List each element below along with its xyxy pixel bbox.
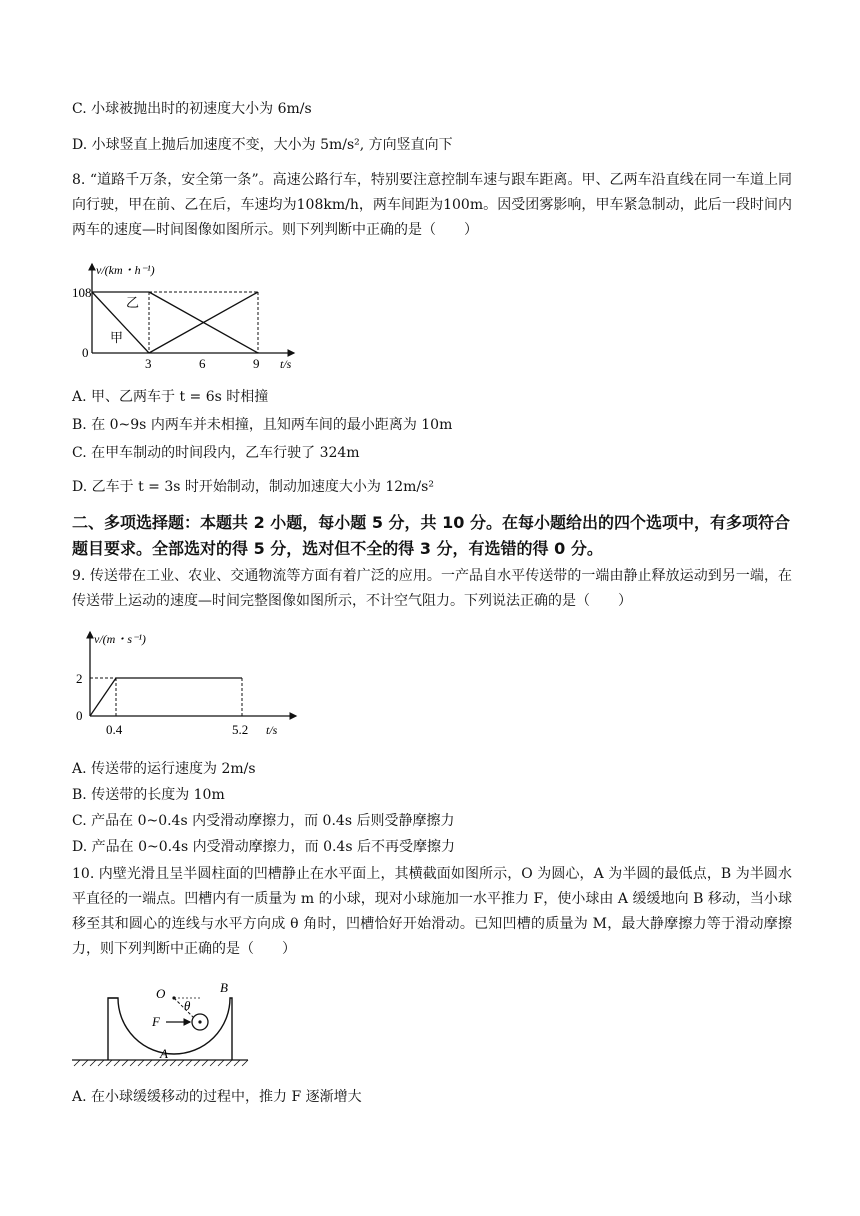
q9-option-d: D. 产品在 0~0.4s 内受滑动摩擦力，而 0.4s 后不再受摩擦力 [72,839,455,855]
q8-origin: 0 [82,345,89,360]
q8-x-tick-6: 6 [199,356,206,371]
q8-label-yi: 乙 [126,295,140,310]
q9-option-b: B. 传送带的长度为 10m [72,787,225,803]
q8-x-tick-9: 9 [253,356,260,371]
q8-option-b: B. 在 0~9s 内两车并未相撞，且知两车间的最小距离为 10m [72,417,453,433]
q9-x-label: t/s [266,723,278,737]
q9-origin: 0 [76,708,83,723]
q9-figure [72,626,312,744]
q10-figure [72,974,252,1074]
q8-y-tick-108: 108 [72,285,92,300]
q9-y-label: v/(m・s⁻¹) [94,632,146,646]
q9-accel-line [90,678,116,716]
q9-x-tick-0-4: 0.4 [106,722,123,737]
q8-option-a: A. 甲、乙两车于 t = 6s 时相撞 [72,389,269,405]
q9-y-tick-2: 2 [76,671,83,686]
q7-option-d: D. 小球竖直上抛后加速度不变，大小为 5m/s², 方向竖直向下 [72,137,453,153]
q7-option-c: C. 小球被抛出时的初速度大小为 6m/s [72,101,312,117]
q10-label-f: F [152,1014,160,1029]
q10-stem: 10. 内壁光滑且呈半圆柱面的凹槽静止在水平面上，其横截面如图所示，O 为圆心，A 为半圆的最低点，B 为半圆水平直径的一端点。凹槽内有一质量为 m 的小球，现对小球施加一水平推力 F，使小球由 A 缓缓地向 B 移动，当小球移至其和圆心的连线与水平方向成 θ 角时，凹槽恰好开始滑动。已知凹槽的质量为 M，最大静摩擦力等于滑动摩擦力，则下列判断中正确的是（ ） [72,866,792,957]
q8-stem: 8. “道路千万条，安全第一条”。高速公路行车，特别要注意控制车速与跟车距离。甲、乙两车沿直线在同一车道上同向行驶，甲在前、乙在后，车速均为108km/h，两车间距为100m。因受团雾影响，甲车紧急制动，此后一段时间内两车的速度—时间图像如图所示。则下列判断中正确的是（ ） [72,172,792,238]
q8-figure [72,258,312,380]
q10-groove [108,998,232,1060]
q10-label-theta: θ [184,998,191,1013]
q10-label-o: O [156,986,166,1001]
q10-label-a: A [160,1046,168,1061]
q8-label-jia: 甲 [110,330,124,345]
q8-option-d: D. 乙车于 t = 3s 时开始制动，制动加速度大小为 12m/s² [72,479,434,495]
q9-option-c: C. 产品在 0~0.4s 内受滑动摩擦力，而 0.4s 后则受静摩擦力 [72,813,455,829]
q10-option-a: A. 在小球缓缓移动的过程中，推力 F 逐渐增大 [72,1089,362,1105]
q9-option-a: A. 传送带的运行速度为 2m/s [72,761,256,777]
q8-x-label: t/s [280,357,292,371]
q8-y-label: v/(km・h⁻¹) [96,263,155,277]
q8-option-c: C. 在甲车制动的时间段内，乙车行驶了 324m [72,445,360,461]
q8-x-tick-3: 3 [145,356,152,371]
q10-label-b: B [220,980,228,995]
section-2-heading: 二、多项选择题：本题共 2 小题，每小题 5 分，共 10 分。在每小题给出的四个选项中，有多项符合题目要求。全部选对的得 5 分，选对但不全的得 3 分，有选错的得 0 分。 [72,513,790,558]
q9-stem: 9. 传送带在工业、农业、交通物流等方面有着广泛的应用。一产品自水平传送带的一端由静止释放运动到另一端，在传送带上运动的速度—时间完整图像如图所示，不计空气阻力。下列说法正确的是（ ） [72,568,792,609]
q9-x-tick-5-2: 5.2 [232,722,249,737]
